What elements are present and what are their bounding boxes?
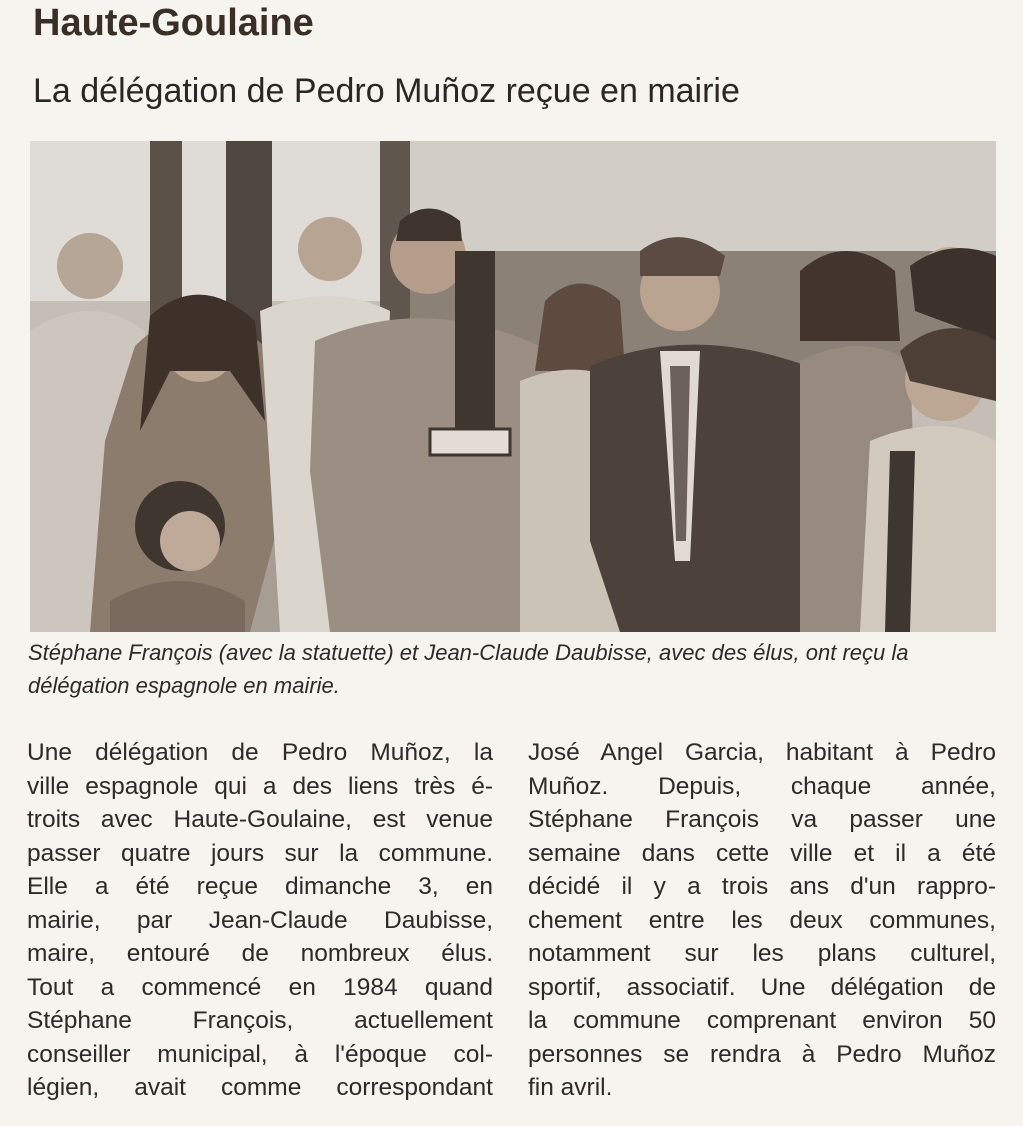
body-line: passer quatre jours sur la commune. bbox=[27, 839, 493, 867]
body-line: José Angel Garcia, habitant à Pedro bbox=[528, 739, 996, 766]
body-line: décidé il y a trois ans d'un rappro- bbox=[528, 873, 996, 900]
body-line: Stéphane François, actuellement bbox=[27, 1007, 493, 1034]
body-line: légien, avait comme correspondant bbox=[27, 1074, 493, 1101]
body-line: personnes se rendra à Pedro Muñoz bbox=[528, 1040, 996, 1068]
body-line: ville espagnole qui a des liens très é- bbox=[27, 772, 493, 800]
body-column-right bbox=[528, 736, 996, 1105]
body-line: conseiller municipal, à l'époque col- bbox=[27, 1040, 493, 1068]
body-line: Stéphane François va passer une bbox=[528, 806, 996, 833]
body-line: notamment sur les plans culturel, bbox=[528, 940, 996, 967]
body-column-left bbox=[27, 736, 493, 1105]
body-line: Elle a été reçue dimanche 3, en bbox=[27, 873, 493, 900]
body-line: Une délégation de Pedro Muñoz, la bbox=[27, 739, 493, 766]
body-line: fin avril. bbox=[528, 1074, 613, 1101]
town-kicker: Haute-Goulaine bbox=[33, 2, 314, 44]
body-line: troits avec Haute-Goulaine, est venue bbox=[27, 806, 493, 833]
body-line: chement entre les deux communes, bbox=[528, 906, 996, 934]
photo-caption: Stéphane François (avec la statuette) et Jean-Claude Daubisse, avec des élus, ont reçu la délégation espagnole en mairie. bbox=[28, 640, 909, 698]
group-photo bbox=[30, 141, 996, 632]
body-line: semaine dans cette ville et il a été bbox=[528, 839, 996, 867]
body-line: la commune comprenant environ 50 bbox=[528, 1007, 996, 1034]
body-line: mairie, par Jean-Claude Daubisse, bbox=[27, 906, 493, 934]
article-headline: La délégation de Pedro Muñoz reçue en mairie bbox=[33, 72, 740, 110]
body-line: sportif, associatif. Une délégation de bbox=[528, 973, 996, 1001]
body-line: Tout a commencé en 1984 quand bbox=[27, 973, 493, 1001]
body-line: maire, entouré de nombreux élus. bbox=[27, 940, 493, 967]
body-line: Muñoz. Depuis, chaque année, bbox=[528, 772, 996, 800]
